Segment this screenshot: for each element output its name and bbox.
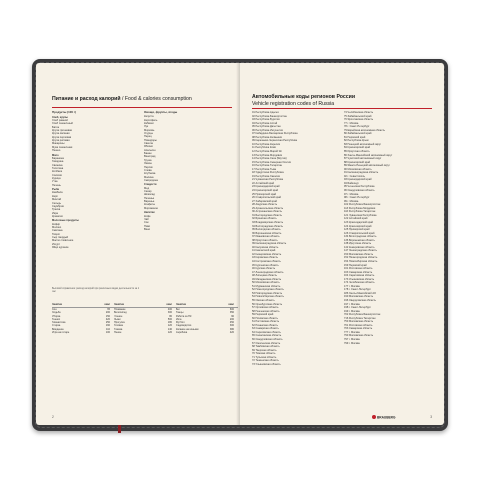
food-name: Яйцо куриное	[52, 246, 69, 250]
food-section-title: Хлеб, крупы	[52, 115, 68, 119]
region-code-row: 13 Республика Мордовия	[252, 153, 283, 157]
food-name: Капуста	[144, 115, 154, 119]
food-section-title: Рыба	[52, 188, 59, 192]
region-code-row: 161 Ростовская область	[344, 267, 373, 271]
region-code-row: 74 Челябинская область	[344, 111, 374, 114]
activity-cell: Ходьба	[52, 311, 61, 315]
region-code-row: 92 г. Севастополь	[344, 174, 365, 178]
region-code-row: 61 Ростовская область	[252, 320, 280, 324]
bookmark-ribbon	[118, 425, 121, 433]
region-code-row: 29 Архангельская область	[252, 206, 284, 210]
food-row	[52, 215, 140, 218]
region-code-row: 81 Пермский край	[344, 135, 366, 139]
region-code-row: 761 Ростовская область	[344, 323, 373, 327]
activity-cell: 120	[167, 324, 172, 328]
food-name: Колбаса	[52, 170, 63, 174]
food-name: Сосиски	[52, 173, 62, 177]
activity-cell: Бег	[176, 308, 180, 311]
region-code-row: 23 Краснодарский край	[252, 185, 280, 189]
region-code-row: 54 Новосибирская область	[252, 295, 284, 299]
activity-cell: Садоводство	[176, 324, 192, 328]
food-name: Огурцы	[144, 132, 154, 136]
activity-cell: Йога	[176, 317, 182, 321]
region-code-row: 134 Волгоградская область	[344, 235, 377, 239]
right-page-subtitle: Vehicle registration codes of Russia	[252, 101, 335, 107]
food-section-title: Сладости	[144, 183, 157, 187]
region-code-row: 73 Ульяновская область	[252, 362, 281, 366]
food-name: Мед	[144, 186, 150, 190]
activity-cell: Лыжи	[114, 317, 121, 321]
food-name: Пиво	[144, 224, 151, 228]
activity-cell: Танцы	[176, 311, 184, 315]
activity-cell: Катание на коньках	[176, 327, 199, 331]
region-code-row: 97 г. Москва	[344, 192, 359, 196]
food-name: Икра	[52, 211, 58, 215]
activity-cell: 100	[105, 331, 110, 335]
title-en: Food & calories consumption	[124, 96, 192, 102]
food-name: Карп	[52, 194, 58, 198]
activity-cell: 120	[167, 331, 172, 335]
food-table-col-2	[144, 111, 234, 231]
region-code-row: 84 Красноярский край	[344, 146, 371, 150]
region-code-row: 121 Чувашская Республика	[344, 213, 377, 217]
region-code-row: 98 г. Санкт-Петербург	[344, 196, 370, 200]
region-code-row: 152 Нижегородская область	[344, 256, 378, 260]
left-page	[36, 63, 240, 425]
region-code-row: 36 Воронежская область	[252, 231, 282, 235]
page-number-left: 2	[52, 415, 54, 419]
region-code-row: 799 г. Москва	[344, 341, 360, 345]
region-code-row: 08 Республика Калмыкия	[252, 135, 282, 139]
region-code-row: 55 Омская область	[252, 298, 275, 302]
region-code-row: 96 Свердловская область	[344, 189, 375, 193]
activity-cell: Игра на гитаре	[52, 331, 70, 335]
region-code-row: 44 Костромская область	[252, 259, 281, 263]
region-code-row: 24 Красноярский край	[252, 189, 279, 193]
activity-cell: 300	[167, 311, 172, 315]
food-table-header: Овощи, фрукты, ягоды	[144, 110, 178, 114]
activity-cell: 600	[229, 308, 234, 311]
activity-cell: 150	[105, 314, 110, 318]
food-name: Творог	[52, 232, 61, 236]
food-name: Кабачки	[144, 122, 154, 126]
activity-cell: 200	[105, 311, 110, 315]
activity-cell: Глажка	[114, 327, 123, 331]
region-code-row: 82 Республика Крым	[344, 139, 369, 143]
activity-cell: Вождение	[52, 327, 64, 331]
region-code-row: 777 г. Москва	[344, 330, 360, 334]
food-name: Говядина	[52, 160, 64, 164]
region-code-row: 39 Калининградская область	[252, 242, 287, 246]
activity-cell: 160	[105, 324, 110, 328]
activity-cell: 80	[169, 314, 172, 318]
food-row	[52, 246, 140, 249]
food-name: Сахар	[144, 190, 152, 194]
region-code-row: 10 Республика Карелия	[252, 142, 280, 146]
region-code-row: 797 г. Москва	[344, 338, 360, 341]
activity-cell: 380	[229, 327, 234, 331]
region-code-row: 790 Московская область	[344, 334, 374, 338]
region-code-row: 60 Псковская область	[252, 316, 278, 320]
region-code-row: 15 Республика Северная Осетия	[252, 160, 291, 164]
region-code-row: 09 Карачаево-Черкесская Республика	[252, 139, 298, 143]
region-code-row: 90 Московская область	[344, 167, 372, 171]
food-name: Печень	[52, 183, 61, 187]
activity-cell: Работа за ПК	[176, 314, 192, 318]
food-row	[52, 184, 140, 187]
activity-cell: 90	[231, 314, 234, 318]
food-name: Телятина	[52, 166, 64, 170]
region-code-row: 76 Ярославская область	[344, 118, 374, 122]
food-name: Апельсин	[144, 148, 156, 152]
food-name: Крупа гречневая	[52, 128, 72, 132]
food-name: Смородина	[144, 178, 158, 182]
region-code-row: 163 Самарская область	[344, 270, 373, 274]
food-row	[144, 179, 234, 182]
region-code-row: 21 Чувашская Республика	[252, 178, 284, 182]
activity-cell: Готовка	[114, 324, 123, 328]
region-code-row: 87 Чукотский автономный округ	[344, 157, 382, 161]
region-code-row: 177 г. Москва	[344, 284, 360, 288]
region-code-row: 126 Ставропольский край	[344, 231, 375, 235]
region-code-row: 199 г. Москва	[344, 309, 360, 313]
activity-cell: Стирка	[52, 324, 61, 328]
food-name: Кефир	[52, 222, 60, 226]
food-name: Батон	[52, 125, 60, 129]
activity-cell: 400	[167, 308, 172, 311]
region-code-row: 52 Нижегородская область	[252, 288, 284, 292]
food-name: Крупа рисовая	[52, 138, 70, 142]
region-code-row: 25 Приморский край	[252, 192, 277, 196]
food-table-header: Продукты (100 г)	[52, 110, 76, 114]
region-code-row: 80 Забайкальский край	[344, 132, 372, 136]
food-name: Хлеб ржаной	[52, 118, 68, 122]
food-name: Варенье	[144, 200, 155, 204]
region-code-row: 116 Республика Татарстан	[344, 210, 376, 214]
food-name: Вино	[144, 228, 151, 232]
activity-header-cell: ккал	[104, 303, 110, 306]
region-code-row: 124 Красноярский край	[344, 224, 372, 228]
region-code-row: 66 Свердловская область	[252, 338, 283, 341]
region-code-row: 37 Ивановская область	[252, 235, 280, 239]
food-name: Яблоки	[144, 145, 153, 149]
food-name: Банан	[144, 152, 152, 156]
region-code-row: 113 Республика Мордовия	[344, 206, 376, 210]
region-code-row: 77 г. Москва	[344, 121, 359, 125]
food-name: Чай	[144, 218, 149, 222]
food-name: Сельдь	[52, 201, 61, 205]
food-name: Малина	[144, 175, 154, 179]
region-code-row: 32 Брянская область	[252, 217, 277, 221]
region-code-row: 85 Иркутская область	[344, 150, 370, 154]
activity-cell: Велосипед	[114, 311, 127, 315]
region-code-row: 19 Республика Хакасия	[252, 174, 280, 178]
region-code-row: 64 Саратовская область	[252, 330, 281, 334]
food-name: Лук	[144, 125, 149, 129]
food-name: Масло сливочное	[52, 239, 74, 243]
activity-cell: 110	[106, 327, 110, 331]
region-code-row: 43 Кировская область	[252, 256, 278, 260]
region-code-row: 154 Новосибирская область	[344, 259, 378, 263]
food-name: Утка	[52, 180, 58, 184]
activity-cell: 450	[229, 321, 234, 325]
food-name: Картофель	[144, 118, 158, 122]
activity-cell: 500	[167, 317, 172, 321]
region-code-row: 102 Республика Башкортостан	[344, 203, 381, 207]
food-name: Мороженое	[144, 206, 158, 210]
region-code-row: 48 Липецкая область	[252, 274, 277, 278]
food-name: Курица	[52, 176, 61, 180]
region-code-row: 89 Ямало-Ненецкий автономный округ	[344, 164, 390, 168]
food-name: Персик	[144, 165, 153, 169]
food-name: Виноград	[144, 155, 156, 159]
activity-cell: Гимнастика	[52, 321, 66, 325]
food-name: Кофе	[144, 214, 151, 218]
region-code-row: 42 Кемеровская область	[252, 252, 282, 256]
region-code-row: 91 Калининградская область	[344, 171, 379, 175]
region-code-row: 50 Московская область	[252, 281, 280, 285]
region-code-row: 83 Ненецкий автономный округ	[344, 142, 382, 146]
region-code-row: 72 Тюменская область	[252, 359, 279, 363]
region-code-row: 173 Ульяновская область	[344, 277, 375, 281]
region-code-row: 30 Астраханская область	[252, 210, 282, 214]
food-name: Груша	[144, 158, 152, 162]
region-code-row: 46 Курская область	[252, 267, 276, 271]
food-section-title: Молочные продукты	[52, 219, 79, 223]
food-name: Баранина	[52, 156, 64, 160]
region-code-row: 136 Воронежская область	[344, 238, 375, 242]
activity-cell: 420	[229, 331, 234, 335]
region-code-row: 95 Чеченская Республика	[344, 185, 375, 189]
food-name: Молоко	[52, 226, 62, 230]
activity-cell: Футбол	[176, 321, 185, 325]
food-section-title: Напитки	[144, 211, 155, 215]
region-code-row: 12 Республика Марий Эл	[252, 150, 282, 154]
region-code-row: 159 Пермский край	[344, 263, 367, 267]
food-name: Слива	[144, 168, 152, 172]
region-code-row: 40 Калужская область	[252, 245, 279, 249]
food-name: Конфеты	[144, 203, 155, 207]
region-code-row: 45 Курганская область	[252, 263, 279, 267]
food-name: Шоколад	[144, 193, 155, 197]
food-name: Перец	[144, 135, 152, 139]
food-name: Макароны	[52, 142, 65, 146]
region-code-row: 22 Алтайский край	[252, 181, 275, 185]
activity-cell: 420	[105, 317, 110, 321]
activity-cell: 300	[229, 324, 234, 328]
region-code-row: 86 Ханты-Мансийский автономный округ	[344, 153, 393, 157]
activity-cell: 65	[107, 308, 110, 311]
region-code-row: 33 Владимирская область	[252, 220, 284, 224]
food-row	[144, 207, 234, 210]
region-code-row: 123 Краснодарский край	[344, 220, 373, 224]
left-page-title	[52, 96, 192, 102]
region-code-row: 18 Удмуртская Республика	[252, 171, 284, 175]
region-code-row: 186 Ханты-Мансийский АО	[344, 291, 376, 295]
region-code-row: 196 Свердловская область	[344, 298, 377, 302]
region-code-row: 78 г. Санкт-Петербург	[344, 125, 370, 129]
region-code-row: 11 Республика Коми	[252, 146, 276, 150]
region-code-row: 06 Республика Ингушетия	[252, 128, 283, 132]
region-code-row: 51 Мурманская область	[252, 284, 281, 288]
region-code-row: 38 Иркутская область	[252, 238, 278, 242]
activity-cell: 250	[105, 321, 110, 325]
food-name: Креветки	[52, 214, 63, 218]
activity-row	[52, 331, 238, 334]
food-name: Клубника	[144, 172, 156, 176]
region-code-row: 63 Самарская область	[252, 327, 279, 331]
region-code-row: 716 Республика Татарстан	[344, 316, 376, 320]
activity-cell: Чтение	[114, 314, 123, 318]
region-code-row: 93 Краснодарский край	[344, 178, 372, 182]
food-name: Помидоры	[144, 138, 157, 142]
food-name: Сок	[144, 221, 149, 225]
region-code-row: 174 Челябинская область	[344, 281, 375, 285]
food-row	[52, 149, 140, 152]
region-code-row: 28 Амурская область	[252, 203, 278, 207]
region-code-row: 750 Московская область	[344, 320, 374, 324]
region-codes-col-1	[252, 111, 340, 366]
activity-header-cell: Занятие	[52, 303, 63, 306]
activity-calories-table	[52, 303, 238, 334]
region-code-row: 26 Ставропольский край	[252, 196, 281, 200]
activity-header-cell: Занятие	[114, 303, 125, 306]
activity-cell: Прогулка	[114, 321, 125, 325]
region-code-row: 150 Московская область	[344, 252, 374, 256]
region-code-row: 56 Оренбургская область	[252, 302, 283, 306]
food-row	[144, 228, 234, 231]
region-code-row: 53 Новгородская область	[252, 291, 283, 295]
food-name: Свекла	[144, 142, 153, 146]
region-code-row: 47 Ленинградская область	[252, 270, 284, 274]
region-code-row: 164 Саратовская область	[344, 274, 375, 278]
activity-header-cell: ккал	[228, 303, 234, 306]
region-code-row: 147 Ленинградская область	[344, 249, 377, 253]
region-code-row: 138 Иркутская область	[344, 242, 372, 246]
region-code-row: 197 г. Москва	[344, 302, 360, 306]
region-code-row: 71 Тульская область	[252, 355, 277, 359]
right-page-title: Автомобильные коды регионов России	[252, 94, 356, 100]
region-code-row: 88 Красноярский край	[344, 160, 371, 164]
food-section-title: Мясо	[52, 153, 59, 157]
activity-cell: 180	[167, 321, 172, 325]
region-code-row: 62 Рязанская область	[252, 323, 278, 327]
region-code-row: 69 Тверская область	[252, 348, 277, 352]
region-code-row: 122 Алтайский край	[344, 217, 368, 221]
region-code-row: 94 Байконур	[344, 181, 359, 185]
food-name: Крупа овсяная	[52, 132, 70, 136]
food-name: Сметана	[52, 229, 63, 233]
food-name: Крупа перловая	[52, 135, 72, 139]
region-code-row: 07 Кабардино-Балкарская Республика	[252, 132, 298, 136]
region-code-row: 67 Смоленская область	[252, 341, 281, 345]
region-code-row: 31 Белгородская область	[252, 213, 282, 217]
region-code-row: 49 Магаданская область	[252, 277, 282, 281]
region-code-row: 142 Кемеровская область	[344, 245, 375, 249]
activity-cell: Пение	[114, 331, 122, 335]
region-code-row: 79 Еврейская автономная область	[344, 128, 385, 132]
food-name: Сыр твердый	[52, 236, 69, 240]
activity-cell: Плавание	[114, 308, 126, 311]
food-name: Морковь	[144, 128, 155, 132]
region-code-row: 34 Волгоградская область	[252, 224, 284, 228]
region-code-row: 17 Республика Тыва	[252, 167, 277, 171]
region-code-row: 65 Сахалинская область	[252, 334, 282, 338]
region-code-row: 59 Пермский край	[252, 313, 274, 317]
right-page	[240, 63, 444, 425]
region-code-row: 68 Тамбовская область	[252, 345, 280, 349]
region-code-row: 14 Республика Саха (Якутия)	[252, 157, 287, 161]
region-code-row: 125 Приморский край	[344, 228, 370, 232]
activity-note: Бытовой справочник: расход калорий при различных видах деятельности за 1 час	[52, 287, 140, 294]
food-name: Хлеб пшеничный	[52, 122, 73, 126]
activity-cell: 140	[167, 327, 172, 331]
logo-text: BRAUBERG	[377, 415, 396, 419]
food-name: Камбала	[52, 191, 63, 195]
page-number-right: 3	[430, 415, 432, 419]
region-code-row: 702 Республика Башкортостан	[344, 313, 381, 317]
region-code-row: 763 Самарская область	[344, 327, 373, 331]
food-name: Мука пшеничная	[52, 145, 73, 149]
region-code-row: 04 Республика Алтай	[252, 121, 278, 125]
activity-cell: Уборка	[52, 314, 61, 318]
region-code-row: 03 Республика Бурятия	[252, 118, 280, 122]
brand-logo	[372, 415, 395, 420]
region-code-row: 178 г. Санкт-Петербург	[344, 288, 371, 292]
food-name: Лимон	[144, 162, 152, 166]
region-code-row: 16 Республика Татарстан	[252, 164, 283, 168]
food-name: Пшено	[52, 148, 61, 152]
food-name: Свинина	[52, 163, 63, 167]
activity-cell: Сон	[52, 308, 57, 311]
region-code-row: 190 Московская область	[344, 295, 374, 299]
region-code-row: 01 Республика Адыгея	[252, 111, 279, 114]
region-code-row: 41 Камчатский край	[252, 249, 276, 253]
food-table-col-1	[52, 111, 140, 250]
region-code-row: 198 г. Санкт-Петербург	[344, 306, 371, 310]
logo-mark-icon	[372, 415, 376, 419]
title-ru: Питание и расход калорий	[52, 96, 121, 102]
region-code-row: 58 Пензенская область	[252, 309, 280, 313]
activity-cell: 350	[229, 311, 234, 315]
activity-header-cell: ккал	[166, 303, 172, 306]
region-code-row: 35 Вологодская область	[252, 228, 281, 232]
title-underline	[52, 107, 232, 108]
food-name: Треска	[52, 208, 61, 212]
region-code-row: 99 г. Москва	[344, 199, 359, 203]
region-code-row: 05 Республика Дагестан	[252, 125, 281, 129]
activity-header-cell: Занятие	[176, 303, 187, 306]
activity-cell: Теннис	[52, 317, 61, 321]
food-name: Йогурт	[52, 242, 61, 246]
region-code-row: 70 Томская область	[252, 352, 276, 356]
food-name: Минтай	[52, 198, 62, 202]
title-separator: /	[120, 96, 125, 102]
food-name: Печенье	[144, 196, 155, 200]
region-code-row: 02 Республика Башкортостан	[252, 114, 287, 118]
region-code-row: 75 Забайкальский край	[344, 114, 372, 118]
activity-cell: Аэробика	[176, 331, 188, 335]
region-codes-col-2	[344, 111, 434, 345]
title-underline-right	[252, 108, 432, 109]
region-code-row: 27 Хабаровский край	[252, 199, 277, 203]
region-code-row: 57 Орловская область	[252, 306, 279, 310]
activity-cell: 200	[229, 317, 234, 321]
food-name: Скумбрия	[52, 204, 64, 208]
